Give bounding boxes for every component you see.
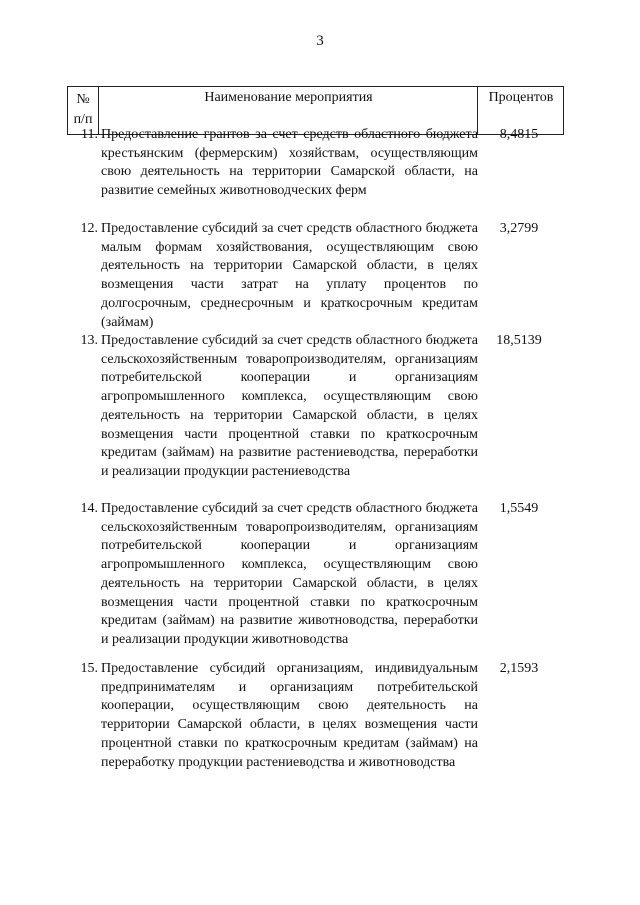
row-percent: 1,5549 [499,501,539,516]
row-number: 15. [80,661,98,676]
row-description: Предоставление субсидий за счет средств областного бюджета сельскохозяйственным товаропроизводителям, организациям потребительской кооперации и организациям агропромышленного комплекса, осуществляющим свою деятельность на территории Самарской области, в целях возмещения части процентной ставки по краткосрочным кредитам (займам) на развитие растениеводства, переработки и реализации продукции растениеводства [101,333,478,479]
row-number: 11. [81,127,98,142]
table-row [67,220,562,332]
header-number-symbol: № [76,92,90,107]
header-name-column: Наименование мероприятия [100,87,478,134]
header-number-abbr: п/п [73,112,93,127]
row-description: Предоставление субсидий за счет средств областного бюджета сельскохозяйственным товаропроизводителям, организациям потребительской кооперации и организациям агропромышленного комплекса, осуществляющим свою деятельность на территории Самарской области, в целях возмещения части процентной ставки по краткосрочным кредитам (займам) на развитие животноводства, переработки и реализации продукции животноводства [101,501,478,647]
table-row [67,126,562,220]
header-percent-column: Процентов [488,90,554,105]
page-number: 3 [316,33,324,49]
row-description: Предоставление грантов за счет средств областного бюджета крестьянским (фермерским) хозяйствам, осуществляющим свою деятельность на территории Самарской области, на развитие семейных животноводческих ферм [101,127,478,199]
table-row [67,332,562,500]
row-percent: 3,2799 [499,221,539,236]
row-percent: 8,4815 [499,127,539,142]
row-percent: 18,5139 [496,333,542,348]
row-description: Предоставление субсидий организациям, индивидуальным предпринимателям и организациям потребительской кооперации, осуществляющим свою деятельность на территории Самарской области, в целях возмещения части процентной ставки по краткосрочным кредитам (займам) на переработку продукции растениеводства и животноводства [101,661,478,770]
table-body [67,126,562,800]
row-description: Предоставление субсидий за счет средств областного бюджета малым формам хозяйствования, осуществляющим свою деятельность на территории Самарской области, в целях возмещения части затрат на уплату процентов по долгосрочным, среднесрочным и краткосрочным кредитам (займам) [101,221,478,330]
table-row [67,500,562,660]
row-percent: 2,1593 [499,661,539,676]
row-number: 13. [80,333,98,348]
row-number: 12. [80,221,98,236]
table-row [67,660,562,800]
row-number: 14. [80,501,98,516]
